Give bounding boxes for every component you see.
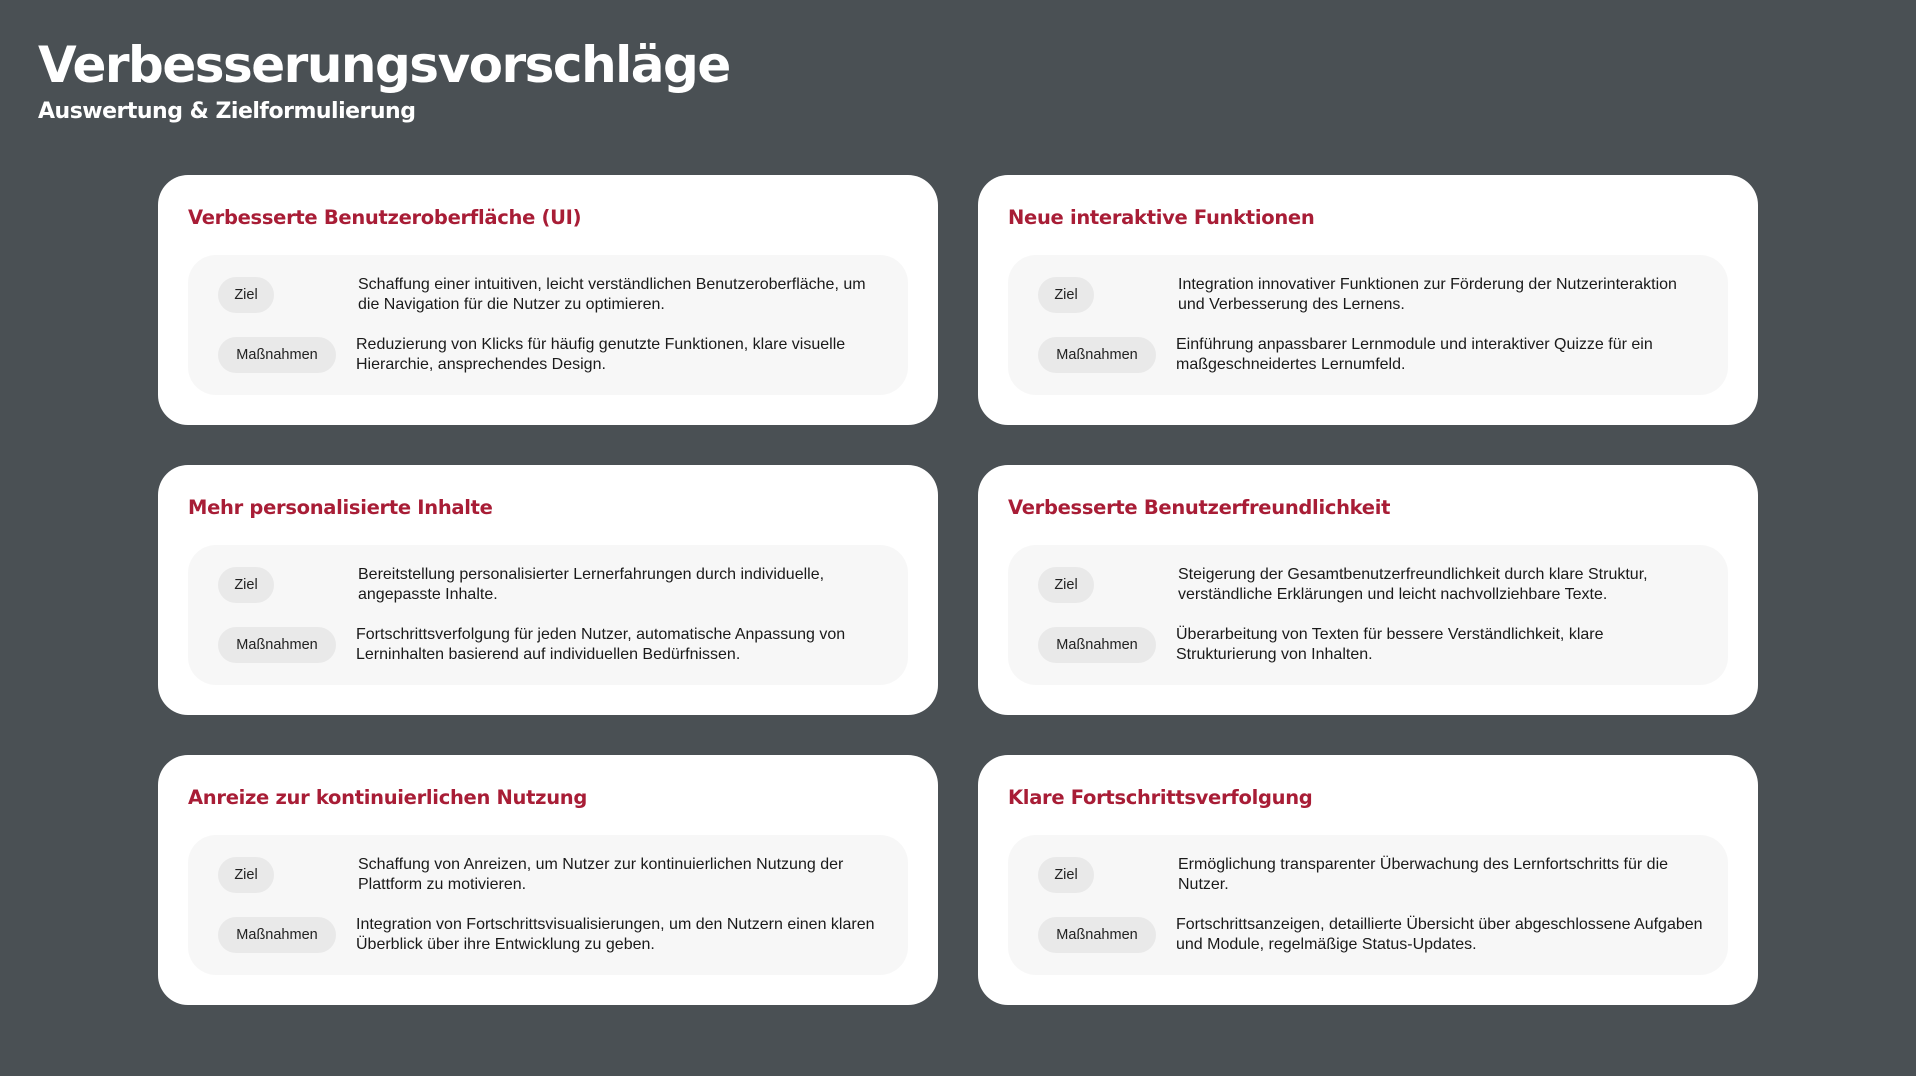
measures-text: Einführung anpassbarer Lernmodule und interaktiver Quizze für ein maßgeschneidertes Lernumfeld. bbox=[1176, 336, 1653, 373]
suggestion-card-progress-tracking bbox=[978, 755, 1758, 1005]
goal-tag: Ziel bbox=[1038, 567, 1094, 603]
card-title: Anreize zur kontinuierlichen Nutzung bbox=[188, 786, 588, 809]
goal-tag: Ziel bbox=[218, 277, 274, 313]
measures-row bbox=[218, 625, 888, 665]
goal-row bbox=[218, 275, 888, 315]
goal-row bbox=[218, 565, 888, 605]
goal-row bbox=[1038, 565, 1708, 605]
page-title: Verbesserungsvorschläge bbox=[38, 36, 730, 94]
measures-text: Fortschrittsanzeigen, detaillierte Übersicht über abgeschlossene Aufgaben und Module, regelmäßige Status-Updates. bbox=[1176, 916, 1703, 953]
goal-text: Integration innovativer Funktionen zur Förderung der Nutzerinteraktion und Verbesserung des Lernens. bbox=[1178, 276, 1677, 313]
suggestion-card-interactive-features bbox=[978, 175, 1758, 425]
measures-text: Integration von Fortschrittsvisualisierungen, um den Nutzern einen klaren Überblick über ihre Entwicklung zu geben. bbox=[356, 916, 875, 953]
measures-row bbox=[218, 335, 888, 375]
suggestion-card-usability bbox=[978, 465, 1758, 715]
page-header bbox=[38, 36, 730, 126]
measures-tag: Maßnahmen bbox=[1038, 917, 1156, 953]
measures-tag: Maßnahmen bbox=[1038, 627, 1156, 663]
goal-tag: Ziel bbox=[218, 857, 274, 893]
card-details bbox=[188, 255, 908, 395]
card-title: Mehr personalisierte Inhalte bbox=[188, 496, 493, 519]
goal-row bbox=[1038, 275, 1708, 315]
measures-text: Fortschrittsverfolgung für jeden Nutzer, automatische Anpassung von Lerninhalten basierend auf individuellen Bedürfnissen. bbox=[356, 626, 846, 663]
card-title: Neue interaktive Funktionen bbox=[1008, 206, 1315, 229]
card-details bbox=[188, 545, 908, 685]
measures-row bbox=[1038, 625, 1708, 665]
card-title: Verbesserte Benutzeroberfläche (UI) bbox=[188, 206, 582, 229]
goal-text: Schaffung von Anreizen, um Nutzer zur kontinuierlichen Nutzung der Plattform zu motivieren. bbox=[358, 856, 844, 893]
goal-tag: Ziel bbox=[218, 567, 274, 603]
measures-row bbox=[1038, 335, 1708, 375]
card-details bbox=[1008, 545, 1728, 685]
card-details bbox=[1008, 835, 1728, 975]
goal-row bbox=[1038, 855, 1708, 895]
measures-tag: Maßnahmen bbox=[1038, 337, 1156, 373]
card-details bbox=[188, 835, 908, 975]
measures-text: Überarbeitung von Texten für bessere Verständlichkeit, klare Strukturierung von Inhalten. bbox=[1176, 626, 1604, 663]
suggestion-card-incentives bbox=[158, 755, 938, 1005]
card-details bbox=[1008, 255, 1728, 395]
card-title: Verbesserte Benutzerfreundlichkeit bbox=[1008, 496, 1391, 519]
measures-tag: Maßnahmen bbox=[218, 627, 336, 663]
measures-tag: Maßnahmen bbox=[218, 337, 336, 373]
goal-text: Schaffung einer intuitiven, leicht verständlichen Benutzeroberfläche, um die Navigation für die Nutzer zu optimieren. bbox=[358, 276, 866, 313]
goal-tag: Ziel bbox=[1038, 857, 1094, 893]
measures-row bbox=[218, 915, 888, 955]
card-title: Klare Fortschrittsverfolgung bbox=[1008, 786, 1313, 809]
suggestion-card-personalized-content bbox=[158, 465, 938, 715]
goal-tag: Ziel bbox=[1038, 277, 1094, 313]
page-subtitle: Auswertung & Zielformulierung bbox=[38, 99, 416, 124]
measures-row bbox=[1038, 915, 1708, 955]
measures-tag: Maßnahmen bbox=[218, 917, 336, 953]
goal-row bbox=[218, 855, 888, 895]
goal-text: Steigerung der Gesamtbenutzerfreundlichkeit durch klare Struktur, verständliche Erklärungen und leicht nachvollziehbare Texte. bbox=[1178, 566, 1648, 603]
suggestion-card-ui bbox=[158, 175, 938, 425]
goal-text: Bereitstellung personalisierter Lernerfahrungen durch individuelle, angepasste Inhalte. bbox=[358, 566, 825, 603]
goal-text: Ermöglichung transparenter Überwachung des Lernfortschritts für die Nutzer. bbox=[1178, 856, 1669, 893]
measures-text: Reduzierung von Klicks für häufig genutzte Funktionen, klare visuelle Hierarchie, ansprechendes Design. bbox=[356, 336, 846, 373]
